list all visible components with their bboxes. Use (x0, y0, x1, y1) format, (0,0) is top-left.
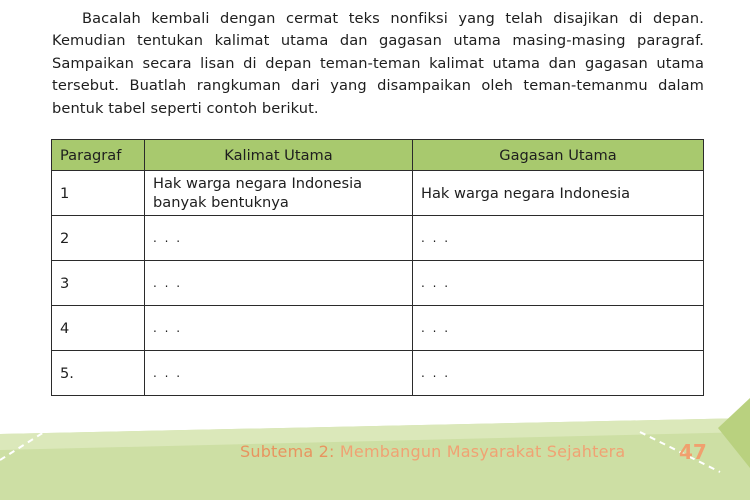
table-row (52, 261, 704, 306)
header-paragraf: Paragraf (52, 140, 145, 171)
table-header-row (52, 140, 704, 171)
cell-kalimat-utama: . . . (145, 351, 413, 396)
footer-subtema-title: Membangun Masyarakat Sejahtera (339, 442, 626, 461)
footer-subtema-label: Subtema 2: (240, 442, 335, 461)
cell-paragraf: 5. (52, 351, 145, 396)
footer-subtema (240, 442, 625, 461)
cell-gagasan-utama: . . . (413, 351, 704, 396)
cell-kalimat-utama: . . . (145, 306, 413, 351)
table-row (52, 306, 704, 351)
page-number: 47 (679, 440, 707, 464)
summary-table (51, 139, 704, 396)
table-row (52, 171, 704, 216)
cell-gagasan-utama: . . . (413, 306, 704, 351)
cell-kalimat-utama: Hak warga negara Indonesia banyak bentuknya (145, 171, 413, 216)
table-row (52, 351, 704, 396)
header-kalimat-utama: Kalimat Utama (145, 140, 413, 171)
instruction-paragraph: Bacalah kembali dengan cermat teks nonfiksi yang telah disajikan di depan. Kemudian tentukan kalimat utama dan gagasan utama masing-masing paragraf. Sampaikan secara lisan di depan teman-teman kalimat utama dan gagasan utama tersebut. Buatlah rangkuman dari yang disampaikan oleh teman-temanmu dalam bentuk tabel seperti contoh berikut. (52, 10, 704, 117)
cell-paragraf: 4 (52, 306, 145, 351)
cell-gagasan-utama: . . . (413, 216, 704, 261)
cell-gagasan-utama: . . . (413, 261, 704, 306)
cell-paragraf: 1 (52, 171, 145, 216)
cell-paragraf: 3 (52, 261, 145, 306)
cell-paragraf: 2 (52, 216, 145, 261)
cell-gagasan-utama: Hak warga negara Indonesia (413, 171, 704, 216)
header-gagasan-utama: Gagasan Utama (413, 140, 704, 171)
cell-kalimat-utama: . . . (145, 216, 413, 261)
table-row (52, 216, 704, 261)
cell-kalimat-utama: . . . (145, 261, 413, 306)
